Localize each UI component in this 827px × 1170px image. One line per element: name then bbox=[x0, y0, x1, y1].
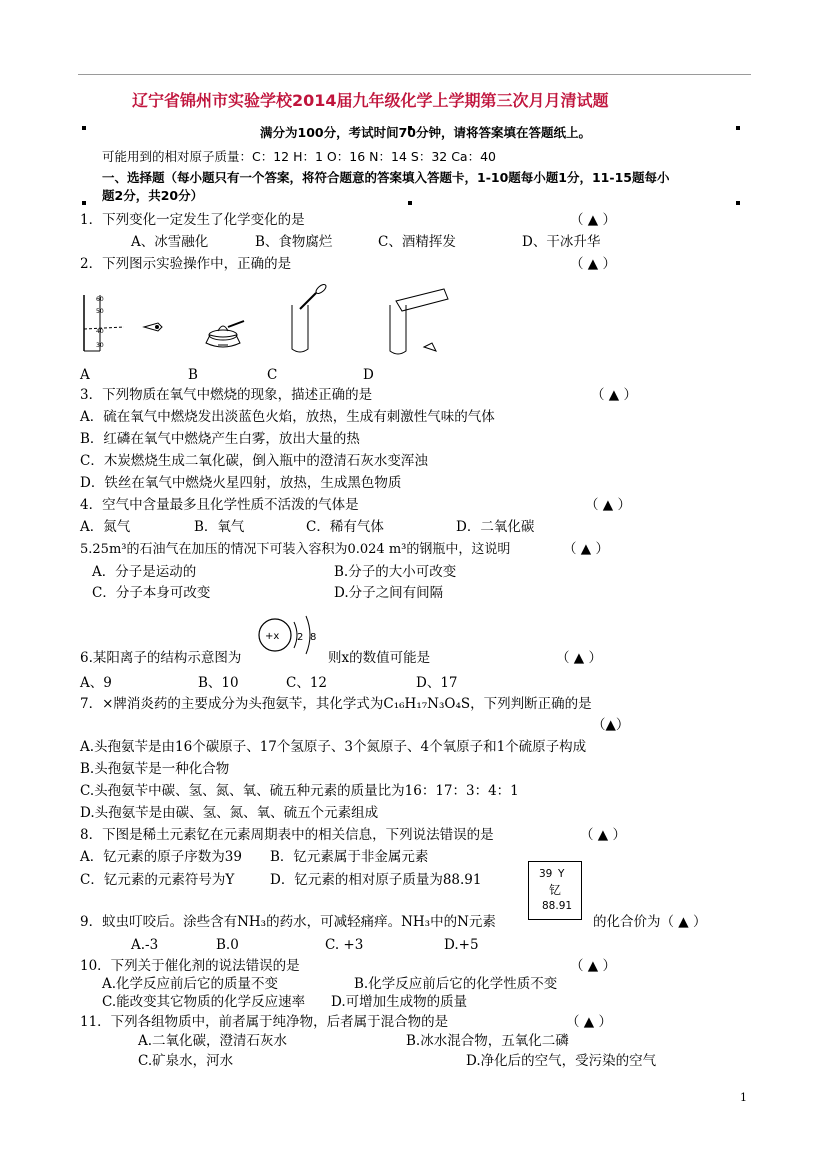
q10-option-a: A.化学反应前后它的质量不变 bbox=[102, 976, 279, 992]
q9-stem-cont: 的化合价为（ ▲ ） bbox=[593, 914, 707, 930]
q7-option-d: D.头孢氨苄是由碳、氢、氮、氧、硫五个元素组成 bbox=[80, 805, 379, 821]
q9-option-d: D.+5 bbox=[444, 937, 479, 953]
q11-answer-mark: （ ▲ ） bbox=[566, 1014, 612, 1030]
q8-stem: 8．下图是稀土元素钇在元素周期表中的相关信息，下列说法错误的是 bbox=[80, 827, 494, 843]
q7-option-c: C.头孢氨苄中碳、氢、氮、氧、硫五种元素的质量比为16：17：3：4：1 bbox=[80, 783, 519, 799]
q8-option-c: C．钇元素的元素符号为Y bbox=[80, 872, 235, 888]
section1-instructions-cont: 题2分，共20分） bbox=[102, 188, 204, 203]
q6-option-b: B、10 bbox=[198, 675, 239, 691]
q10-option-b: B.化学反应前后它的化学性质不变 bbox=[354, 976, 558, 992]
q4-stem: 4．空气中含量最多且化学性质不活泼的气体是 bbox=[80, 497, 359, 513]
corner-marker bbox=[82, 126, 86, 130]
q2-label-d: D bbox=[363, 367, 374, 383]
ion-structure-diagram bbox=[256, 610, 328, 668]
q5-stem: 5.25m³的石油气在加压的情况下可装入容积为0.024 m³的钢瓶中，这说明 bbox=[80, 542, 511, 557]
page-title: 辽宁省锦州市实验学校2014届九年级化学上学期第三次月月清试题 bbox=[132, 91, 609, 110]
q2-label-c: C bbox=[267, 367, 278, 383]
q5-option-c: C．分子本身可改变 bbox=[92, 585, 211, 601]
q10-option-c: C.能改变其它物质的化学反应速率 bbox=[102, 994, 306, 1010]
q6-answer-mark: （ ▲ ） bbox=[556, 650, 602, 666]
q2-stem: 2．下列图示实验操作中，正确的是 bbox=[80, 256, 292, 272]
element-name: 钇 bbox=[549, 883, 562, 897]
alcohol-lamp-figure bbox=[206, 321, 244, 347]
q11-option-a: A.二氧化碳，澄清石灰水 bbox=[138, 1033, 288, 1049]
pouring-figure bbox=[390, 289, 448, 354]
q3-option-c: C．木炭燃烧生成二氧化碳，倒入瓶中的澄清石灰水变浑浊 bbox=[80, 453, 428, 469]
q5-option-b: B.分子的大小可改变 bbox=[334, 564, 457, 580]
q10-option-d: D.可增加生成物的质量 bbox=[331, 994, 468, 1010]
q1-option-c: C、酒精挥发 bbox=[378, 234, 456, 250]
corner-marker bbox=[736, 201, 740, 205]
cylinder-reading-figure bbox=[84, 295, 162, 351]
q4-option-d: D．二氧化碳 bbox=[456, 519, 535, 535]
q8-option-b: B．钇元素属于非金属元素 bbox=[270, 849, 429, 865]
q4-option-b: B．氧气 bbox=[194, 519, 245, 535]
q2-label-a: A bbox=[80, 367, 90, 383]
shell-electrons-1: 2 bbox=[297, 632, 304, 643]
q2-label-b: B bbox=[188, 367, 198, 383]
q6-stem: 6.某阳离子的结构示意图为 bbox=[80, 650, 242, 666]
q8-answer-mark: （ ▲ ） bbox=[580, 827, 626, 843]
atomic-mass: 88.91 bbox=[542, 900, 573, 912]
q11-stem: 11．下列各组物质中，前者属于纯净物，后者属于混合物的是 bbox=[80, 1014, 449, 1030]
cylinder-tick-label: 60 bbox=[96, 296, 104, 303]
q1-option-d: D、干冰升华 bbox=[522, 234, 601, 250]
page-number: 1 bbox=[740, 1091, 747, 1104]
q11-option-b: B.冰水混合物，五氧化二磷 bbox=[406, 1033, 569, 1049]
q6-option-c: C、12 bbox=[286, 675, 328, 691]
cylinder-tick-label: 50 bbox=[96, 308, 104, 315]
element-cell-yttrium bbox=[528, 861, 582, 920]
q1-stem: 1．下列变化一定发生了化学变化的是 bbox=[80, 212, 305, 228]
q1-answer-mark: （ ▲ ） bbox=[570, 212, 616, 228]
q7-stem: 7．×牌消炎药的主要成分为头孢氨苄，其化学式为C₁₆H₁₇N₃O₄S，下列判断正确的是 bbox=[80, 696, 592, 712]
corner-marker bbox=[408, 201, 412, 205]
atomic-masses: 可能用到的相对原子质量：C：12 H：1 O：16 N：14 S：32 Ca：40 bbox=[102, 149, 496, 164]
q5-option-a: A．分子是运动的 bbox=[92, 564, 197, 580]
q4-answer-mark: （ ▲ ） bbox=[585, 497, 631, 513]
q1-option-b: B、食物腐烂 bbox=[255, 234, 333, 250]
cylinder-tick-label: 30 bbox=[96, 342, 104, 349]
q11-option-c: C.矿泉水，河水 bbox=[138, 1053, 234, 1069]
q10-stem: 10．下列关于催化剂的说法错误的是 bbox=[80, 958, 300, 974]
q2-answer-mark: （ ▲ ） bbox=[570, 256, 616, 272]
q9-option-a: A.-3 bbox=[131, 937, 159, 953]
q3-stem: 3．下列物质在氧气中燃烧的现象，描述正确的是 bbox=[80, 387, 373, 403]
q10-answer-mark: （ ▲ ） bbox=[570, 958, 616, 974]
q3-option-d: D．铁丝在氧气中燃烧火星四射，放热，生成黑色物质 bbox=[80, 475, 402, 491]
q3-option-b: B．红磷在氧气中燃烧产生白雾，放出大量的热 bbox=[80, 431, 360, 447]
q5-option-d: D.分子之间有间隔 bbox=[334, 585, 444, 601]
top-rule bbox=[78, 74, 751, 75]
dropper-figure bbox=[292, 283, 328, 352]
q9-option-b: B.0 bbox=[216, 937, 239, 953]
q9-option-c: C. +3 bbox=[325, 937, 364, 953]
full-score-note: 满分为100分，考试时间70分钟，请将答案填在答题纸上。 bbox=[260, 125, 591, 140]
q7-option-a: A.头孢氨苄是由16个碳原子、17个氢原子、3个氮原子、4个氧原子和1个硫原子构成 bbox=[80, 739, 587, 755]
q3-answer-mark: （ ▲ ） bbox=[591, 387, 637, 403]
q8-option-d: D．钇元素的相对原子质量为88.91 bbox=[270, 872, 482, 888]
q3-option-a: A．硫在氧气中燃烧发出淡蓝色火焰，放热，生成有刺激性气味的气体 bbox=[80, 409, 495, 425]
nucleus-charge: +x bbox=[265, 631, 280, 642]
q5-answer-mark: （ ▲ ） bbox=[563, 541, 609, 557]
corner-marker bbox=[736, 126, 740, 130]
cylinder-tick-label: 40 bbox=[96, 328, 104, 335]
atomic-number: 39 bbox=[539, 868, 553, 880]
q11-option-d: D.净化后的空气，受污染的空气 bbox=[466, 1053, 657, 1069]
q6-option-a: A、9 bbox=[80, 675, 112, 691]
q7-option-b: B.头孢氨苄是一种化合物 bbox=[80, 761, 230, 777]
shell-electrons-2: 8 bbox=[310, 632, 317, 643]
section1-instructions: 一、选择题（每小题只有一个答案，将符合题意的答案填入答题卡，1-10题每小题1分，11-15题每小 bbox=[102, 170, 670, 185]
element-symbol: Y bbox=[558, 868, 565, 880]
q1-option-a: A、冰雪融化 bbox=[131, 234, 209, 250]
lab-operation-figures bbox=[78, 283, 458, 363]
q6-stem-cont: 则x的数值可能是 bbox=[328, 650, 431, 666]
q7-answer-mark: （▲） bbox=[592, 717, 630, 733]
q9-stem: 9．蚊虫叮咬后。涂些含有NH₃的药水，可减轻痛痒。NH₃中的N元素 bbox=[80, 914, 496, 930]
q6-option-d: D、17 bbox=[416, 675, 458, 691]
q8-option-a: A．钇元素的原子序数为39 bbox=[80, 849, 242, 865]
corner-marker bbox=[82, 201, 86, 205]
q4-option-a: A．氮气 bbox=[80, 519, 131, 535]
q4-option-c: C．稀有气体 bbox=[306, 519, 384, 535]
